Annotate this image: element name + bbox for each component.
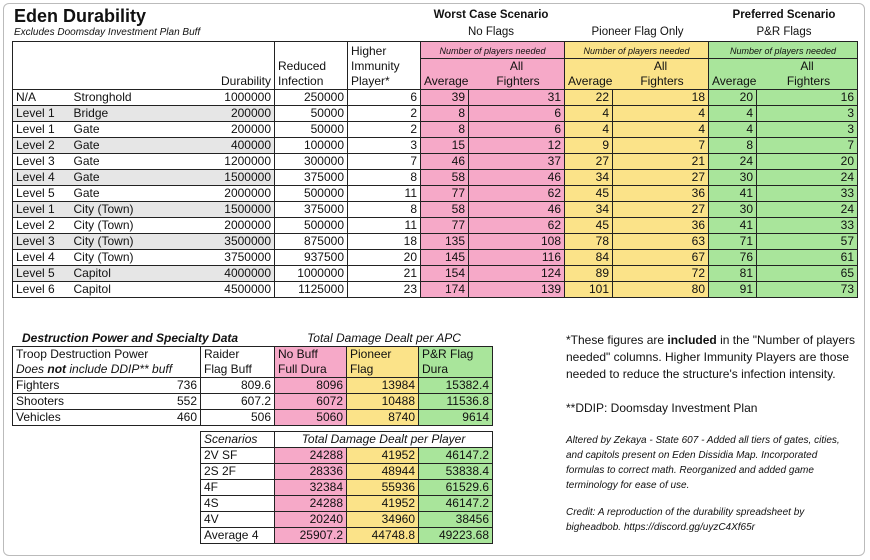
durability-table	[12, 41, 858, 298]
row-pf-all: 27	[613, 170, 709, 186]
row-reduced: 875000	[275, 234, 348, 250]
row-structure: Gate	[71, 154, 203, 170]
row-reduced: 50000	[275, 106, 348, 122]
scenario-row	[201, 480, 493, 496]
scenario-name: 2S 2F	[201, 464, 275, 480]
scenario-pr: 46147.2	[419, 496, 493, 512]
average-label-preferred: Average	[712, 74, 757, 88]
row-pr-avg: 4	[709, 106, 757, 122]
row-nf-avg: 58	[421, 202, 469, 218]
page-title: Eden Durability	[14, 6, 147, 26]
scenario-name: 2V SF	[201, 448, 275, 464]
row-pf-all: 4	[613, 122, 709, 138]
troop-row	[13, 410, 493, 426]
row-pf-avg: 4	[565, 122, 613, 138]
row-higher: 8	[348, 170, 421, 186]
row-structure: Gate	[71, 138, 203, 154]
row-level: Level 3	[13, 234, 71, 250]
scenarios-label: Scenarios	[201, 432, 275, 448]
row-pr-all: 24	[757, 202, 858, 218]
row-pr-avg: 24	[709, 154, 757, 170]
row-pr-avg: 81	[709, 266, 757, 282]
header-structure	[71, 42, 203, 90]
all-label-pioneer: All	[653, 59, 668, 73]
row-level: Level 5	[13, 266, 71, 282]
header-higher-immunity	[348, 42, 421, 90]
table-row	[13, 122, 858, 138]
troop-raider: 506	[201, 410, 275, 426]
scenario-nobuff: 20240	[275, 512, 347, 528]
row-nf-all: 46	[469, 170, 565, 186]
troop-row	[13, 378, 493, 394]
row-pr-avg: 30	[709, 170, 757, 186]
row-structure: Gate	[71, 186, 203, 202]
row-reduced: 500000	[275, 218, 348, 234]
note-figures	[566, 332, 856, 383]
needed-label-preferred: Number of players needed	[709, 44, 857, 59]
row-pr-all: 7	[757, 138, 858, 154]
row-higher: 2	[348, 122, 421, 138]
fighters-label-no-flags: Fighters	[496, 74, 540, 88]
scenario-row	[201, 464, 493, 480]
row-higher: 20	[348, 250, 421, 266]
row-nf-avg: 58	[421, 170, 469, 186]
row-nf-all: 6	[469, 106, 565, 122]
row-nf-avg: 39	[421, 90, 469, 106]
row-pr-all: 33	[757, 186, 858, 202]
row-pr-all: 73	[757, 282, 858, 298]
row-pr-all: 20	[757, 154, 858, 170]
troop-name: Vehicles	[13, 410, 165, 426]
pioneer-header-1: Pioneer	[347, 347, 419, 363]
note-figures-bold: included	[667, 333, 717, 347]
row-reduced: 500000	[275, 186, 348, 202]
table-row	[13, 218, 858, 234]
scenario-nobuff: 32384	[275, 480, 347, 496]
row-durability: 4500000	[203, 282, 275, 298]
row-reduced: 50000	[275, 122, 348, 138]
note-figures-post: in the "Number of players needed" columns. Higher Immunity Players are those needed to reduce the structure's infection intensity.	[566, 333, 856, 381]
row-higher: 7	[348, 154, 421, 170]
row-reduced: 250000	[275, 90, 348, 106]
row-pf-all: 7	[613, 138, 709, 154]
header-preferred	[709, 42, 858, 90]
row-pf-all: 27	[613, 202, 709, 218]
preferred-subtitle: P&R Flags	[756, 26, 812, 38]
row-nf-all: 108	[469, 234, 565, 250]
player-title: Total Damage Dealt per Player	[275, 432, 493, 448]
row-durability: 400000	[203, 138, 275, 154]
row-pr-avg: 71	[709, 234, 757, 250]
row-nf-avg: 154	[421, 266, 469, 282]
table-row	[13, 282, 858, 298]
average-label-pioneer: Average	[568, 74, 613, 88]
average-label-no-flags: Average	[424, 74, 469, 88]
table-row	[13, 250, 858, 266]
row-durability: 3500000	[203, 234, 275, 250]
row-structure: Bridge	[71, 106, 203, 122]
scenario-nobuff: 24288	[275, 496, 347, 512]
row-structure: Gate	[71, 170, 203, 186]
header-level	[13, 42, 71, 90]
row-reduced: 375000	[275, 170, 348, 186]
scenario-pr: 38456	[419, 512, 493, 528]
page-subtitle: Excludes Doomsday Investment Plan Buff	[14, 27, 201, 38]
row-nf-all: 12	[469, 138, 565, 154]
scenario-pioneer: 41952	[347, 448, 419, 464]
row-higher: 8	[348, 202, 421, 218]
header-higher-line2: Immunity	[351, 59, 400, 73]
row-nf-all: 62	[469, 218, 565, 234]
troop-raider: 809.6	[201, 378, 275, 394]
table-row	[13, 138, 858, 154]
row-pr-avg: 41	[709, 218, 757, 234]
row-pf-avg: 34	[565, 202, 613, 218]
scenario-row	[201, 496, 493, 512]
table-row	[13, 186, 858, 202]
row-level: Level 6	[13, 282, 71, 298]
troop-nobuff: 8096	[275, 378, 347, 394]
row-nf-all: 139	[469, 282, 565, 298]
row-pf-avg: 89	[565, 266, 613, 282]
row-higher: 11	[348, 186, 421, 202]
row-pf-all: 80	[613, 282, 709, 298]
row-higher: 6	[348, 90, 421, 106]
row-pf-avg: 84	[565, 250, 613, 266]
note-ddip: **DDIP: Doomsday Investment Plan	[566, 401, 758, 415]
header-no-flags	[421, 42, 565, 90]
table-row	[13, 266, 858, 282]
troop-pioneer: 13984	[347, 378, 419, 394]
row-nf-avg: 77	[421, 218, 469, 234]
scenario-row	[201, 448, 493, 464]
row-reduced: 937500	[275, 250, 348, 266]
table-row	[13, 106, 858, 122]
scenario-pioneer: 34960	[347, 512, 419, 528]
pr-header-2: Dura	[419, 362, 493, 378]
row-pf-all: 21	[613, 154, 709, 170]
row-pf-all: 36	[613, 218, 709, 234]
row-pr-avg: 91	[709, 282, 757, 298]
row-pf-avg: 34	[565, 170, 613, 186]
row-structure: City (Town)	[71, 234, 203, 250]
fighters-label-pioneer: Fighters	[640, 74, 684, 88]
troop-note	[13, 362, 201, 378]
row-pr-avg: 76	[709, 250, 757, 266]
row-pf-avg: 45	[565, 218, 613, 234]
troop-name: Shooters	[13, 394, 165, 410]
row-pr-avg: 8	[709, 138, 757, 154]
row-reduced: 1000000	[275, 266, 348, 282]
raider-header-1: Raider	[201, 347, 275, 363]
row-pf-avg: 9	[565, 138, 613, 154]
preferred-title: Preferred Scenario	[732, 9, 836, 21]
row-pr-avg: 4	[709, 122, 757, 138]
row-level: N/A	[13, 90, 71, 106]
dp-title: Destruction Power and Specialty Data	[22, 331, 239, 345]
header-pioneer	[565, 42, 709, 90]
row-reduced: 375000	[275, 202, 348, 218]
pioneer-subtitle: Pioneer Flag Only	[591, 26, 684, 38]
row-higher: 2	[348, 106, 421, 122]
row-nf-avg: 135	[421, 234, 469, 250]
row-structure: City (Town)	[71, 218, 203, 234]
row-pf-all: 36	[613, 186, 709, 202]
row-durability: 200000	[203, 122, 275, 138]
scenario-name: 4F	[201, 480, 275, 496]
row-nf-avg: 145	[421, 250, 469, 266]
header-durability: Durability	[203, 42, 275, 90]
row-reduced: 1125000	[275, 282, 348, 298]
row-pr-avg: 30	[709, 202, 757, 218]
row-nf-all: 31	[469, 90, 565, 106]
table-row	[13, 234, 858, 250]
table-row	[13, 154, 858, 170]
scenario-nobuff: 24288	[275, 448, 347, 464]
row-level: Level 1	[13, 122, 71, 138]
row-level: Level 1	[13, 202, 71, 218]
row-level: Level 5	[13, 186, 71, 202]
nobuff-header-1: No Buff	[275, 347, 347, 363]
scenario-pioneer: 55936	[347, 480, 419, 496]
row-nf-avg: 77	[421, 186, 469, 202]
row-higher: 11	[348, 218, 421, 234]
scenario-pr: 49223.68	[419, 528, 493, 544]
row-pf-all: 67	[613, 250, 709, 266]
row-nf-avg: 8	[421, 122, 469, 138]
row-durability: 1500000	[203, 202, 275, 218]
row-reduced: 100000	[275, 138, 348, 154]
fighters-label-preferred: Fighters	[786, 74, 831, 88]
row-durability: 2000000	[203, 186, 275, 202]
troop-pr: 15382.4	[419, 378, 493, 394]
row-durability: 3750000	[203, 250, 275, 266]
row-nf-avg: 174	[421, 282, 469, 298]
header-reduced-infection	[275, 42, 348, 90]
troop-row	[13, 394, 493, 410]
troop-nobuff: 5060	[275, 410, 347, 426]
row-pf-avg: 45	[565, 186, 613, 202]
row-pr-all: 65	[757, 266, 858, 282]
note-altered: Altered by Zekaya - State 607 - Added all tiers of gates, cities, and capitols present on Eden Dissidia Map. Incorporated formulas to correct math. Reorganized and added game terminology for ease of use.	[566, 435, 840, 491]
row-structure: Capitol	[71, 266, 203, 282]
row-level: Level 3	[13, 154, 71, 170]
scenario-name: Average 4	[201, 528, 275, 544]
row-pr-avg: 20	[709, 90, 757, 106]
troop-pr: 11536.8	[419, 394, 493, 410]
row-durability: 2000000	[203, 218, 275, 234]
row-higher: 3	[348, 138, 421, 154]
row-level: Level 4	[13, 250, 71, 266]
row-higher: 21	[348, 266, 421, 282]
row-level: Level 1	[13, 106, 71, 122]
row-reduced: 300000	[275, 154, 348, 170]
row-pf-all: 63	[613, 234, 709, 250]
header-reduced-line2: Infection	[278, 74, 324, 88]
row-higher: 18	[348, 234, 421, 250]
header-higher-line1: Higher	[351, 44, 387, 58]
pr-header-1: P&R Flag	[419, 347, 493, 363]
row-structure: City (Town)	[71, 250, 203, 266]
row-pr-all: 57	[757, 234, 858, 250]
table-row	[13, 90, 858, 106]
row-pr-all: 16	[757, 90, 858, 106]
scenario-pioneer: 48944	[347, 464, 419, 480]
destruction-power-table	[12, 346, 493, 426]
row-durability: 4000000	[203, 266, 275, 282]
row-level: Level 2	[13, 138, 71, 154]
pioneer-header-2: Flag	[347, 362, 419, 378]
row-pf-avg: 4	[565, 106, 613, 122]
row-durability: 200000	[203, 106, 275, 122]
troop-pioneer: 10488	[347, 394, 419, 410]
scenario-pr: 53838.4	[419, 464, 493, 480]
row-nf-all: 46	[469, 202, 565, 218]
troop-pioneer: 8740	[347, 410, 419, 426]
all-label-no-flags: All	[509, 59, 524, 73]
row-nf-avg: 8	[421, 106, 469, 122]
scenario-nobuff: 25907.2	[275, 528, 347, 544]
scenario-name: 4V	[201, 512, 275, 528]
row-nf-all: 124	[469, 266, 565, 282]
table-row	[13, 170, 858, 186]
row-pf-all: 4	[613, 106, 709, 122]
scenario-pr: 61529.6	[419, 480, 493, 496]
row-pf-all: 72	[613, 266, 709, 282]
troop-name: Fighters	[13, 378, 165, 394]
troop-note-post: include DDIP** buff	[66, 362, 173, 376]
row-durability: 1000000	[203, 90, 275, 106]
row-pf-avg: 101	[565, 282, 613, 298]
row-pr-all: 24	[757, 170, 858, 186]
scenario-row	[201, 528, 493, 544]
table-row	[13, 202, 858, 218]
row-nf-all: 6	[469, 122, 565, 138]
needed-label-no-flags: Number of players needed	[421, 44, 564, 59]
row-pf-avg: 27	[565, 154, 613, 170]
worst-case-title: Worst Case Scenario	[433, 9, 549, 21]
scenarios-table	[200, 431, 493, 544]
troop-header: Troop Destruction Power	[13, 347, 201, 363]
row-pr-all: 3	[757, 122, 858, 138]
troop-raider: 607.2	[201, 394, 275, 410]
needed-label-pioneer: Number of players needed	[565, 44, 708, 59]
row-structure: Capitol	[71, 282, 203, 298]
all-label-preferred: All	[800, 59, 814, 73]
row-structure: City (Town)	[71, 202, 203, 218]
scenario-nobuff: 28336	[275, 464, 347, 480]
row-structure: Gate	[71, 122, 203, 138]
row-nf-avg: 46	[421, 154, 469, 170]
apc-title: Total Damage Dealt per APC	[307, 331, 461, 345]
row-nf-avg: 15	[421, 138, 469, 154]
raider-header-2: Flag Buff	[201, 362, 275, 378]
header-higher-line3: Player*	[351, 74, 390, 88]
row-nf-all: 116	[469, 250, 565, 266]
row-pr-all: 61	[757, 250, 858, 266]
row-nf-all: 37	[469, 154, 565, 170]
row-higher: 23	[348, 282, 421, 298]
note-credit: Credit: A reproduction of the durability spreadsheet by bigheadbob. https://discord.gg/uyzC4Xf65r	[566, 507, 805, 533]
worst-case-subtitle: No Flags	[467, 26, 515, 38]
troop-note-pre: Does	[16, 362, 48, 376]
row-pf-avg: 78	[565, 234, 613, 250]
troop-power: 460	[165, 410, 201, 426]
troop-power: 552	[165, 394, 201, 410]
row-pf-avg: 22	[565, 90, 613, 106]
nobuff-header-2: Full Dura	[275, 362, 347, 378]
row-pr-all: 33	[757, 218, 858, 234]
row-durability: 1200000	[203, 154, 275, 170]
row-pr-avg: 41	[709, 186, 757, 202]
header-reduced-line1: Reduced	[278, 59, 327, 73]
troop-pr: 9614	[419, 410, 493, 426]
row-structure: Stronghold	[71, 90, 203, 106]
troop-power: 736	[165, 378, 201, 394]
row-nf-all: 62	[469, 186, 565, 202]
note-figures-pre: *These figures are	[566, 333, 668, 347]
row-pr-all: 3	[757, 106, 858, 122]
troop-nobuff: 6072	[275, 394, 347, 410]
row-level: Level 2	[13, 218, 71, 234]
troop-note-not: not	[47, 362, 67, 376]
row-durability: 1500000	[203, 170, 275, 186]
row-level: Level 4	[13, 170, 71, 186]
scenario-pr: 46147.2	[419, 448, 493, 464]
scenario-pioneer: 41952	[347, 496, 419, 512]
row-pf-all: 18	[613, 90, 709, 106]
scenario-pioneer: 44748.8	[347, 528, 419, 544]
scenario-row	[201, 512, 493, 528]
scenario-name: 4S	[201, 496, 275, 512]
